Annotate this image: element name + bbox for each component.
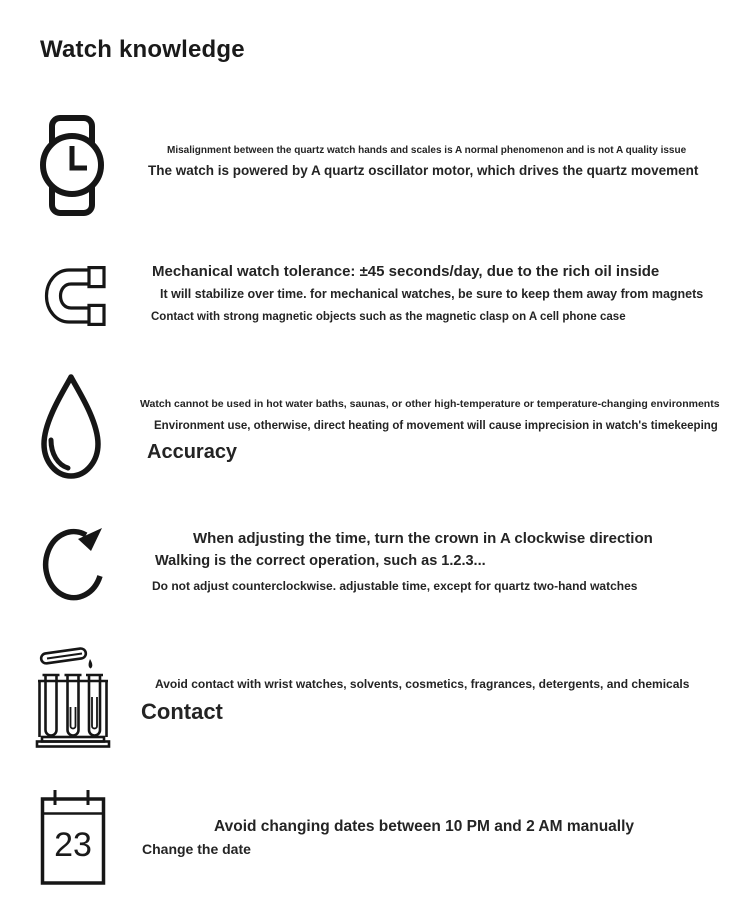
test-tubes-icon [34, 645, 112, 750]
accuracy-note-small: Watch cannot be used in hot water baths, saunas, or other high-temperature or temperature-changing environments [140, 398, 720, 410]
magnet-note-small: Contact with strong magnetic objects such as the magnetic clasp on A cell phone case [151, 311, 626, 323]
contact-note-main: Avoid contact with wrist watches, solvents, cosmetics, fragrances, detergents, and chemicals [155, 677, 690, 691]
magnet-icon [42, 266, 108, 326]
date-note-main: Avoid changing dates between 10 PM and 2 AM manually [214, 818, 635, 835]
date-heading: Change the date [142, 841, 251, 857]
adjust-note-secondary: Walking is the correct operation, such as 1.2.3... [155, 553, 486, 569]
water-drop-icon [40, 372, 102, 480]
magnet-note-main: Mechanical watch tolerance: ±45 seconds/day, due to the rich oil inside [152, 263, 660, 280]
accuracy-heading: Accuracy [147, 441, 238, 463]
calendar-day: 23 [54, 826, 92, 864]
adjust-note-small: Do not adjust counterclockwise. adjustable time, except for quartz two-hand watches [152, 579, 638, 593]
quartz-note-main: The watch is powered by A quartz oscillator motor, which drives the quartz movement [148, 163, 699, 178]
watch-icon [40, 115, 104, 216]
page-title: Watch knowledge [40, 36, 245, 63]
magnet-note-secondary: It will stabilize over time. for mechanical watches, be sure to keep them away from magnets [160, 287, 704, 301]
contact-heading: Contact [141, 699, 223, 724]
adjust-note-main: When adjusting the time, turn the crown in A clockwise direction [193, 530, 653, 547]
quartz-note-small: Misalignment between the quartz watch hands and scales is A normal phenomenon and is not A quality issue [167, 145, 687, 156]
accuracy-note-secondary: Environment use, otherwise, direct heating of movement will cause imprecision in watch's timekeeping [154, 420, 718, 432]
clockwise-arrow-icon [42, 526, 108, 604]
